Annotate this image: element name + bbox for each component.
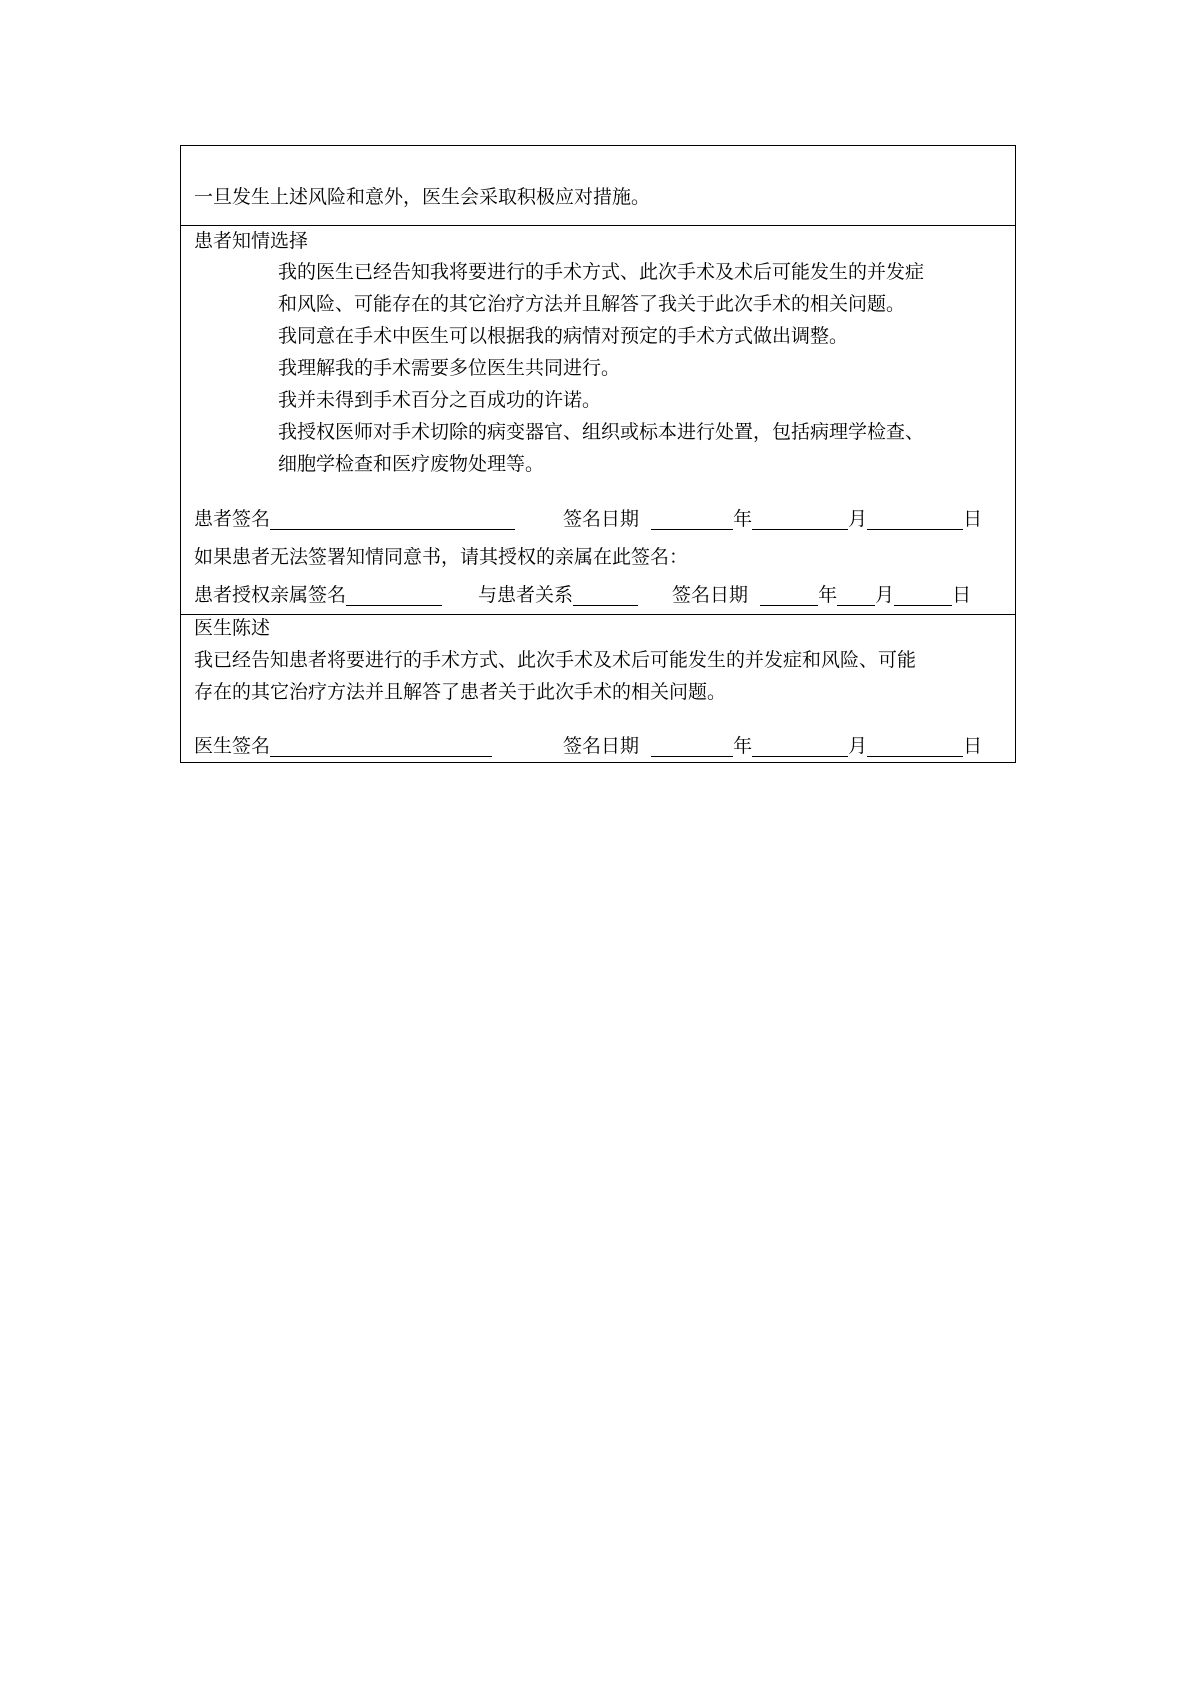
day-label: 日 [963, 735, 983, 757]
patient-signature-label: 患者签名 [194, 508, 271, 530]
patient-statement: 我并未得到手术百分之百成功的许诺。 [278, 389, 602, 411]
patient-day-field[interactable] [867, 509, 963, 530]
doctor-statement-line: 我已经告知患者将要进行的手术方式、此次手术及术后可能发生的并发症和风险、可能 [194, 649, 917, 671]
risk-section [181, 146, 1015, 226]
patient-month-field[interactable] [752, 509, 848, 530]
patient-date-row [563, 508, 982, 530]
doctor-day-field[interactable] [867, 736, 963, 757]
patient-statement: 细胞学检查和医疗废物处理等。 [278, 453, 545, 475]
relationship-row [478, 584, 638, 606]
doctor-section-title: 医生陈述 [194, 617, 271, 639]
patient-statement: 我同意在手术中医生可以根据我的病情对预定的手术方式做出调整。 [278, 325, 849, 347]
relationship-label: 与患者关系 [478, 584, 574, 606]
proxy-note: 如果患者无法签署知情同意书，请其授权的亲属在此签名： [194, 546, 689, 568]
proxy-signature-row [194, 584, 442, 606]
patient-statement: 我的医生已经告知我将要进行的手术方式、此次手术及术后可能发生的并发症 [278, 261, 925, 283]
doctor-month-field[interactable] [752, 736, 848, 757]
month-label: 月 [875, 584, 895, 606]
day-label: 日 [952, 584, 972, 606]
patient-section-title: 患者知情选择 [194, 230, 309, 252]
doctor-date-row [563, 735, 982, 757]
year-label: 年 [818, 584, 838, 606]
proxy-day-field[interactable] [894, 585, 952, 606]
proxy-month-field[interactable] [837, 585, 875, 606]
patient-signature-row [194, 508, 515, 530]
relationship-field[interactable] [573, 585, 638, 606]
month-label: 月 [848, 735, 868, 757]
doctor-year-field[interactable] [651, 736, 733, 757]
proxy-year-field[interactable] [760, 585, 818, 606]
patient-statement: 和风险、可能存在的其它治疗方法并且解答了我关于此次手术的相关问题。 [278, 293, 906, 315]
doctor-signature-field[interactable] [270, 736, 492, 757]
patient-statement: 我理解我的手术需要多位医生共同进行。 [278, 357, 621, 379]
patient-date-label: 签名日期 [563, 508, 640, 530]
patient-statement: 我授权医师对手术切除的病变器官、组织或标本进行处置，包括病理学检查、 [278, 421, 925, 443]
patient-year-field[interactable] [651, 509, 733, 530]
proxy-signature-field[interactable] [346, 585, 442, 606]
doctor-statement-line: 存在的其它治疗方法并且解答了患者关于此次手术的相关问题。 [194, 681, 727, 703]
doctor-signature-label: 医生签名 [194, 735, 271, 757]
proxy-date-row [672, 584, 971, 606]
risk-closing-text: 一旦发生上述风险和意外，医生会采取积极应对措施。 [194, 186, 651, 208]
doctor-signature-row [194, 735, 492, 757]
consent-form-table [180, 145, 1016, 763]
patient-choice-section [181, 226, 1015, 615]
proxy-date-label: 签名日期 [672, 584, 749, 606]
proxy-signature-label: 患者授权亲属签名 [194, 584, 347, 606]
patient-signature-field[interactable] [270, 509, 515, 530]
day-label: 日 [963, 508, 983, 530]
year-label: 年 [733, 508, 753, 530]
month-label: 月 [848, 508, 868, 530]
doctor-statement-section [181, 615, 1015, 762]
doctor-date-label: 签名日期 [563, 735, 640, 757]
year-label: 年 [733, 735, 753, 757]
